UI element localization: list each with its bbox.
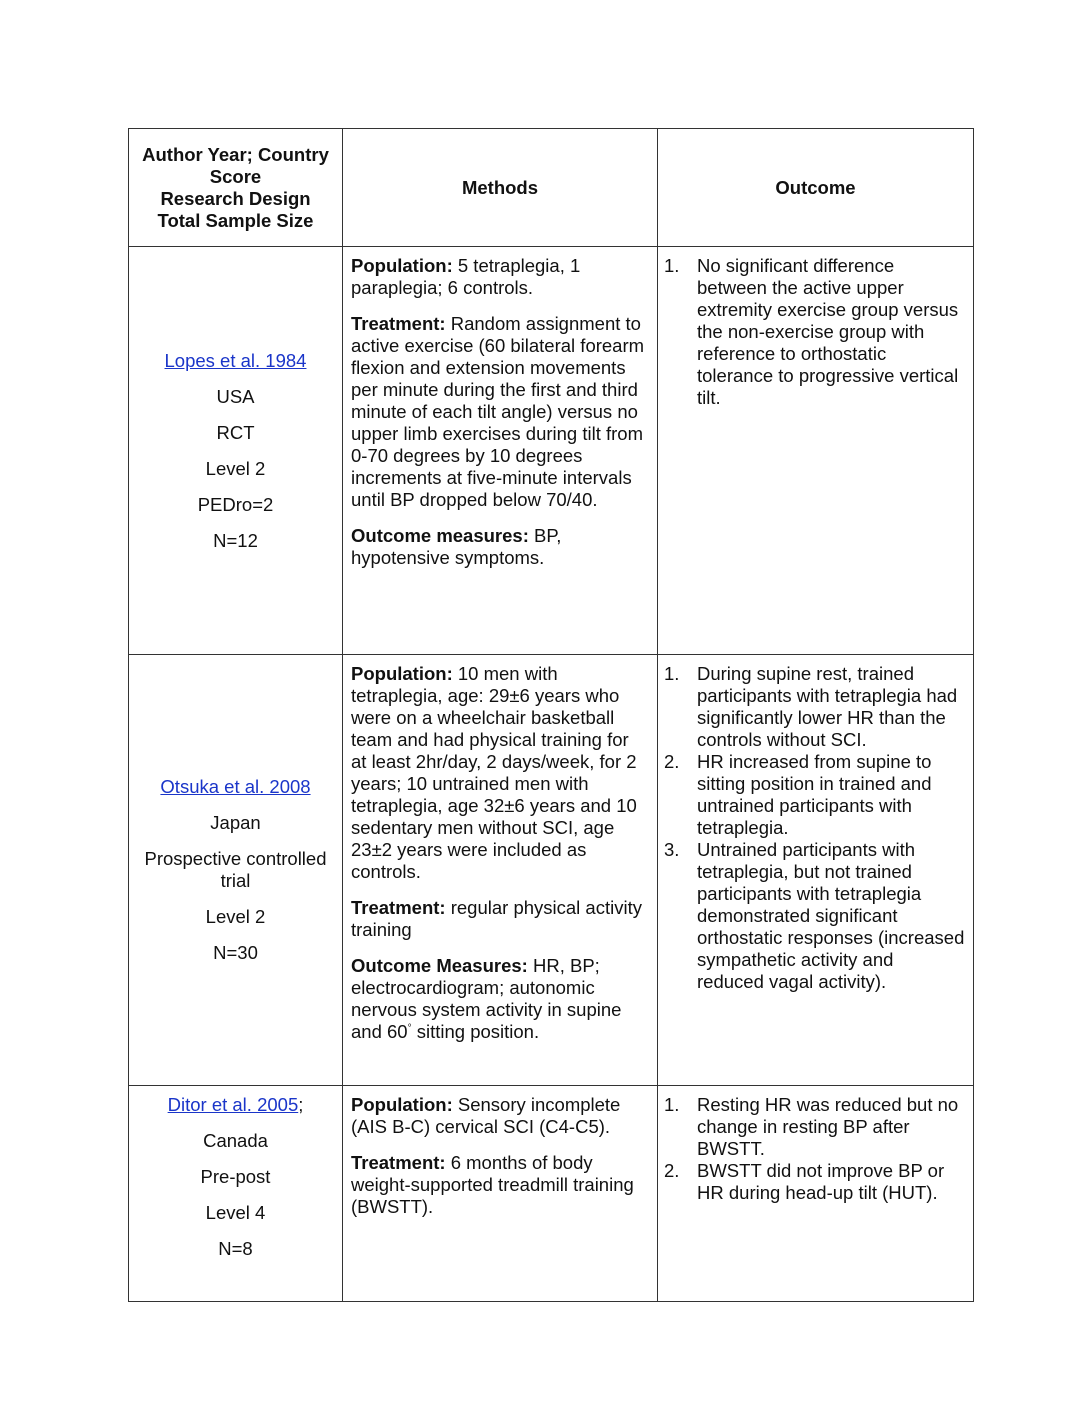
study-detail: N=8	[218, 1238, 253, 1259]
outcome-list	[664, 255, 965, 409]
outcome-cell	[658, 1086, 974, 1302]
outcome-list	[664, 663, 965, 993]
methods-text: 10 men with tetraplegia, age: 29±6 years who were on a wheelchair basketball team and had physical training for at least 2hr/day, 2 days/week, for 2 years; 10 untrained men with tetraplegia, age 32±6 years and 10 sedentary men without SCI, age 23±2 years were included as controls.	[351, 663, 637, 882]
evidence-table	[128, 128, 974, 1302]
outcome-text: HR increased from supine to sitting position in trained and untrained participants with tetraplegia.	[697, 751, 932, 838]
methods-paragraph	[351, 313, 649, 511]
study-detail: Level 4	[205, 1202, 266, 1223]
header-line: Total Sample Size	[157, 209, 314, 231]
study-detail: N=12	[213, 529, 258, 551]
list-item	[664, 1160, 965, 1204]
methods-label: Population:	[351, 1094, 453, 1115]
outcome-cell	[658, 247, 974, 655]
study-detail: USA	[216, 385, 255, 407]
methods-text: Random assignment to active exercise (60 bilateral forearm flexion and extension movements per minute during the first and third minute of each tilt angle) versus no upper limb exercises during tilt from 0-70 degrees by 10 degrees increments at five-minute intervals until BP dropped below 70/40.	[351, 313, 645, 510]
list-number: 2.	[664, 1160, 680, 1181]
list-item	[664, 1094, 965, 1160]
outcome-text: BWSTT did not improve BP or HR during head-up tilt (HUT).	[697, 1160, 945, 1203]
methods-label: Population:	[351, 255, 453, 276]
outcome-text: Resting HR was reduced but no change in resting BP after BWSTT.	[697, 1094, 959, 1159]
methods-text: HR, BP; electrocardiogram; autonomic nervous system activity in supine and 60	[351, 955, 622, 1042]
methods-label: Outcome measures:	[351, 525, 529, 546]
methods-text-tail: sitting position.	[411, 1021, 540, 1042]
methods-text: 6 months of body weight-supported treadmill training (BWSTT).	[351, 1152, 634, 1217]
methods-paragraph	[351, 663, 649, 883]
methods-cell	[343, 655, 658, 1086]
study-link[interactable]: Otsuka et al. 2008	[160, 776, 311, 797]
methods-paragraph	[351, 525, 649, 569]
study-link[interactable]: Ditor et al. 2005	[167, 1094, 299, 1115]
header-line: Research Design	[160, 187, 311, 209]
methods-text: 5 tetraplegia, 1 paraplegia; 6 controls.	[351, 255, 581, 298]
methods-cell	[343, 247, 658, 655]
study-detail: PEDro=2	[197, 493, 274, 515]
study-link[interactable]: Lopes et al. 1984	[164, 349, 307, 371]
methods-paragraph	[351, 1094, 649, 1138]
study-detail: Pre-post	[200, 1166, 271, 1187]
methods-text: regular physical activity training	[351, 897, 642, 940]
table-row	[129, 1086, 974, 1302]
methods-text: BP, hypotensive symptoms.	[351, 525, 562, 568]
list-item	[664, 751, 965, 839]
outcome-text: During supine rest, trained participants with tetraplegia had significantly lower HR than the controls without SCI.	[697, 663, 958, 750]
study-detail: Prospective controlled trial	[144, 848, 327, 891]
methods-paragraph	[351, 955, 649, 1043]
study-detail: N=30	[213, 942, 258, 963]
table-row	[129, 247, 974, 655]
study-cell	[129, 1086, 343, 1302]
list-number: 1.	[664, 255, 680, 276]
outcome-cell	[658, 655, 974, 1086]
list-number: 3.	[664, 839, 680, 860]
header-outcome: Outcome	[658, 129, 974, 247]
methods-text: Sensory incomplete (AIS B-C) cervical SCI (C4-C5).	[351, 1094, 621, 1137]
list-number: 1.	[664, 663, 680, 684]
study-detail: Japan	[210, 812, 261, 833]
methods-paragraph	[351, 255, 649, 299]
methods-cell	[343, 1086, 658, 1302]
degree-symbol: °	[407, 1022, 412, 1034]
header-methods: Methods	[343, 129, 658, 247]
list-item	[664, 839, 965, 993]
methods-paragraph	[351, 1152, 649, 1218]
list-item	[664, 255, 965, 409]
header-line: Score	[209, 165, 262, 187]
methods-label: Outcome Measures:	[351, 955, 528, 976]
methods-label: Treatment:	[351, 1152, 446, 1173]
study-cell	[129, 655, 343, 1086]
list-number: 1.	[664, 1094, 680, 1115]
table-row	[129, 655, 974, 1086]
methods-paragraph	[351, 897, 649, 941]
outcome-list	[664, 1094, 965, 1204]
methods-label: Treatment:	[351, 897, 446, 918]
outcome-text: Untrained participants with tetraplegia, but not trained participants with tetraplegia demonstrated significant orthostatic responses (increased sympathetic activity and reduced vagal activity).	[697, 839, 965, 992]
header-row	[129, 129, 974, 247]
header-line: Author Year; Country	[142, 143, 329, 165]
list-number: 2.	[664, 751, 680, 772]
study-cell	[129, 247, 343, 655]
methods-label: Population:	[351, 663, 453, 684]
study-link-suffix: ;	[298, 1094, 304, 1115]
study-detail: Canada	[203, 1130, 268, 1151]
header-study-info	[129, 129, 343, 247]
study-detail: Level 2	[205, 457, 266, 479]
study-detail: Level 2	[205, 906, 266, 927]
methods-label: Treatment:	[351, 313, 446, 334]
list-item	[664, 663, 965, 751]
outcome-text: No significant difference between the active upper extremity exercise group versus the non-exercise group with reference to orthostatic tolerance to progressive vertical tilt.	[697, 255, 959, 408]
study-detail: RCT	[216, 421, 255, 443]
